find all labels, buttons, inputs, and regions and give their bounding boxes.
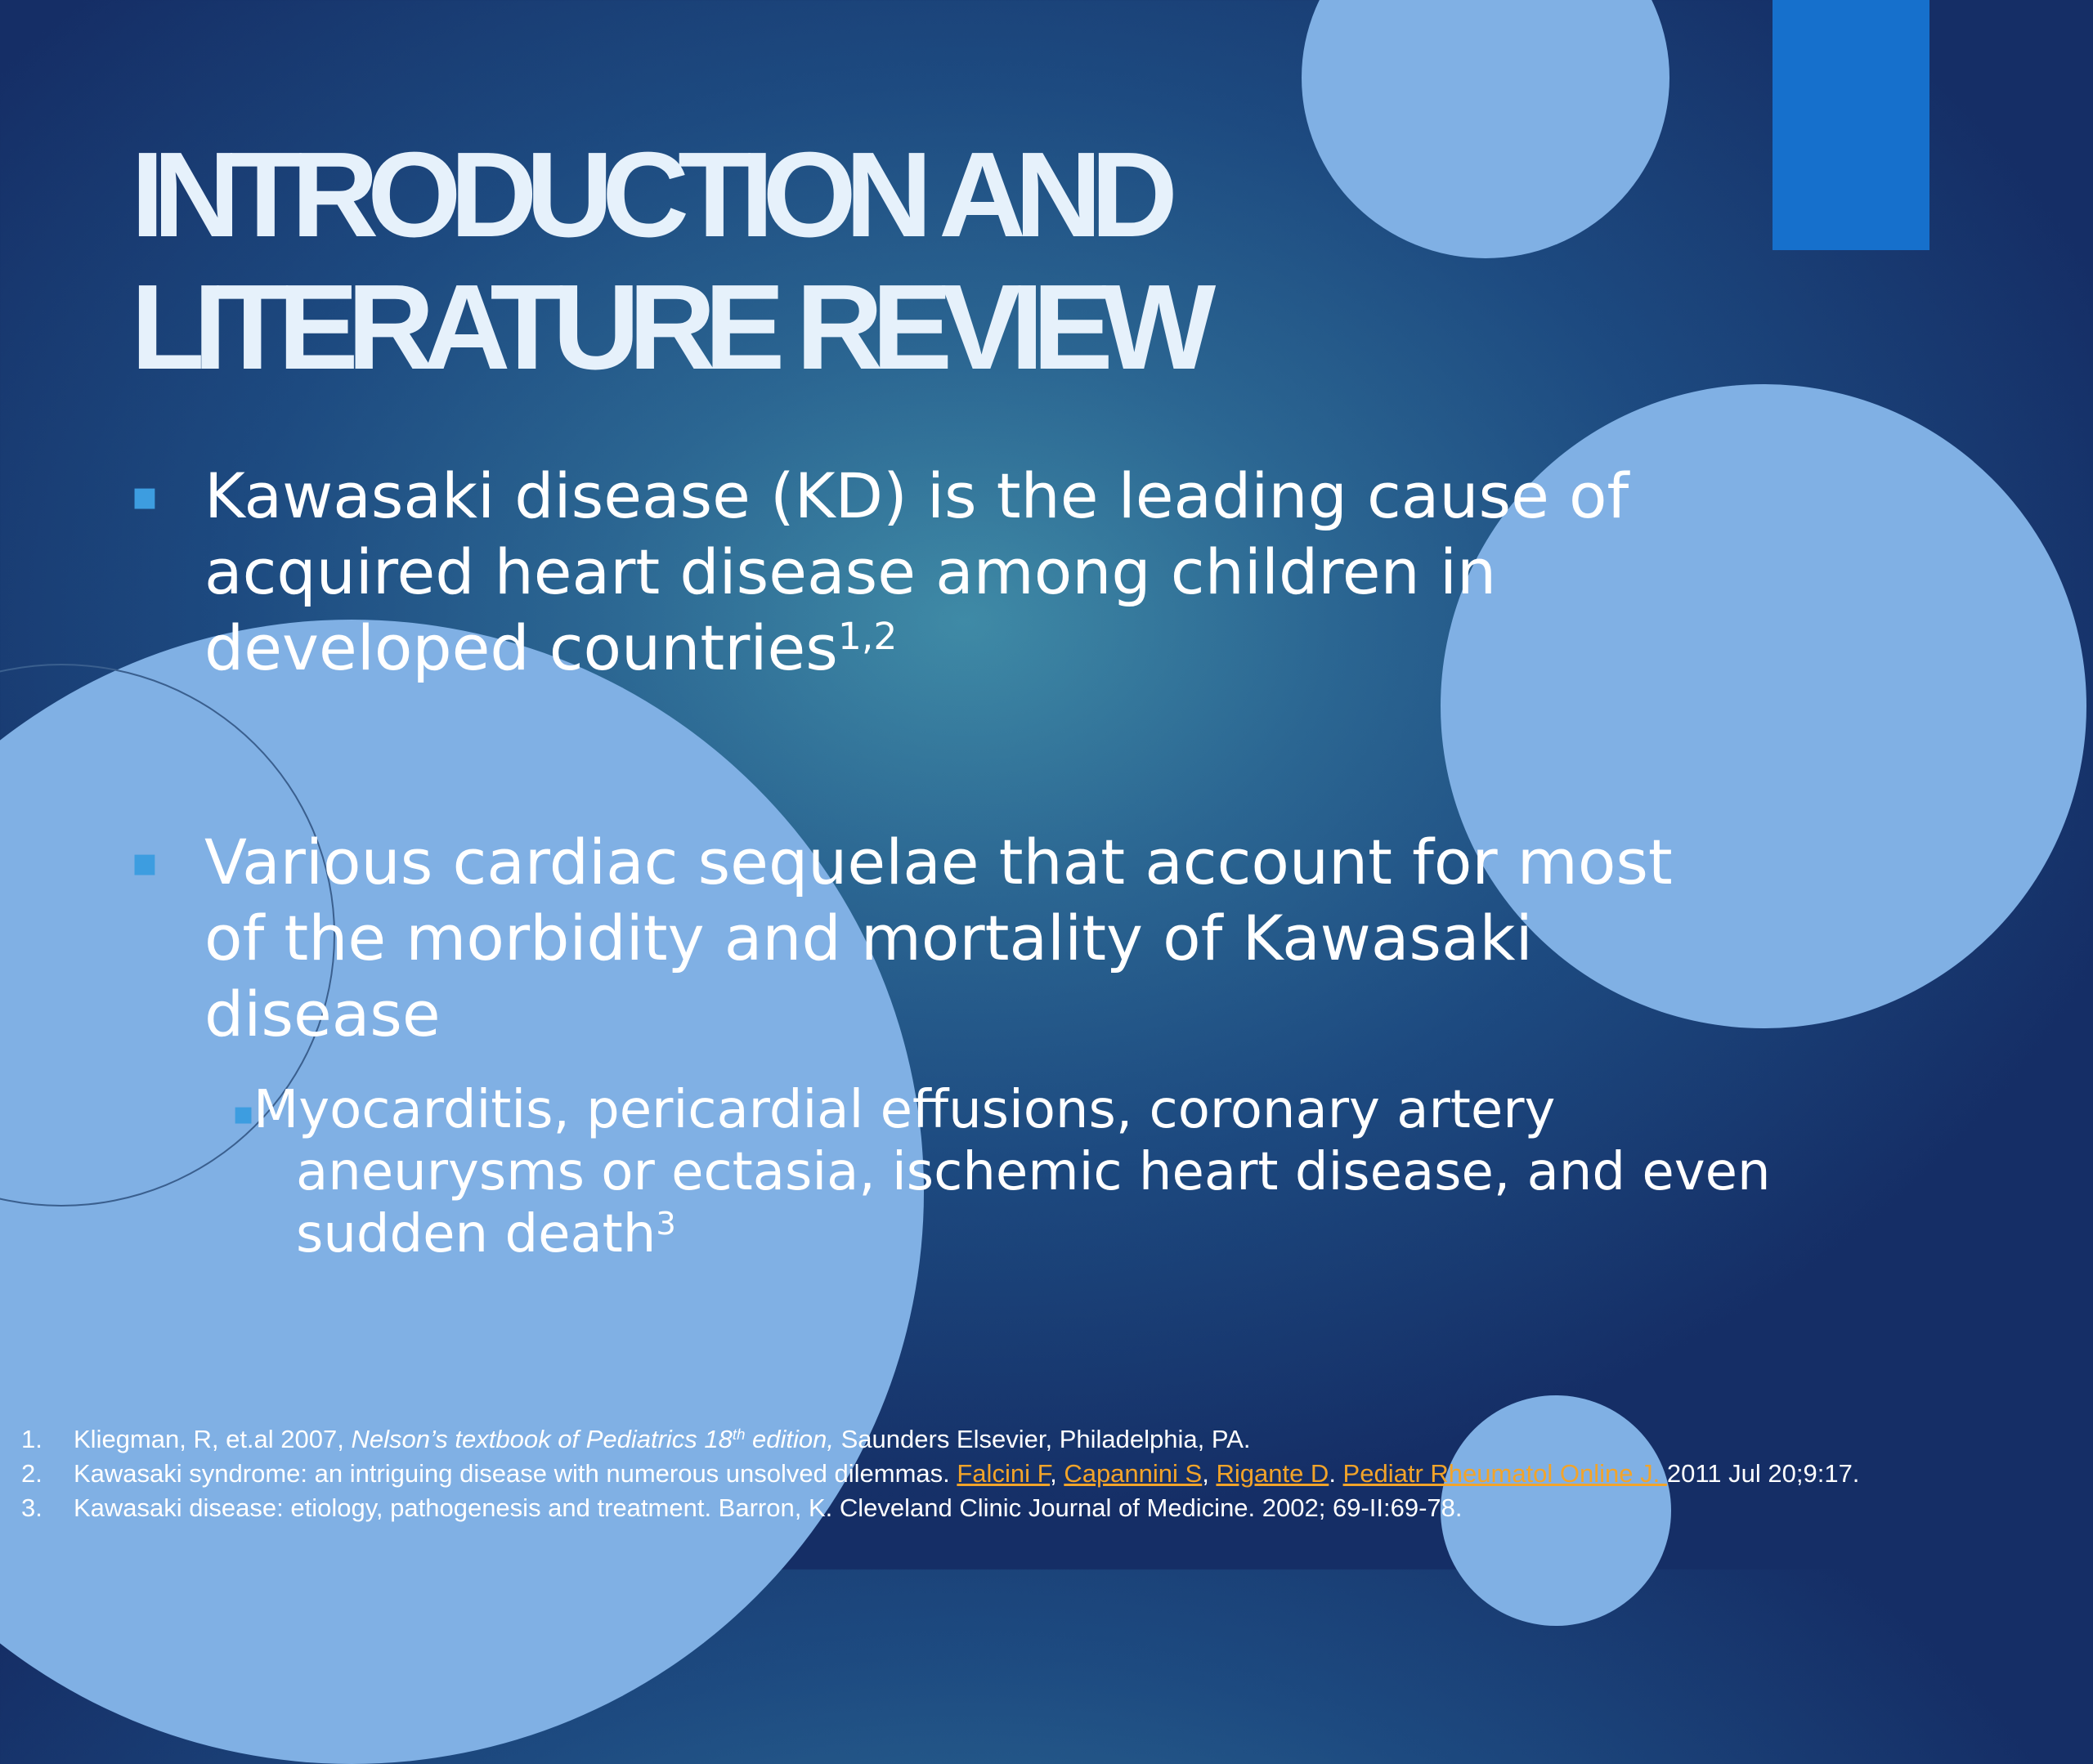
title-line-2: LITERATURE REVIEW [131,260,1205,395]
bullet-line: of the morbidity and mortality of Kawasaki [204,902,1533,974]
bullet-line: acquired heart disease among children in [204,535,1497,608]
journal-link[interactable]: Pediatr Rheumatol Online J. [1342,1459,1667,1488]
reference-number: 3. [21,1493,43,1522]
sub-bullet-myocarditis [232,1079,1889,1265]
author-link-capannini[interactable]: Capannini S [1064,1459,1203,1488]
reference-number: 2. [21,1459,43,1488]
bullet-line: disease [204,978,441,1050]
references-list [0,1422,2060,1525]
bullet-square-icon: ▪ [131,838,159,885]
bullet-line: Kawasaki disease (KD) is the leading cause of [204,459,1629,532]
reference-title [351,1425,834,1453]
reference-text: Saunders Elsevier, Philadelphia, PA. [834,1425,1251,1453]
reference-title-text: Nelson’s textbook of Pediatrics 18 [351,1425,733,1453]
bullet-text: developed countries [204,611,838,684]
reference-title-text: edition, [745,1425,834,1453]
accent-rectangle [1773,0,1929,250]
reference-text: 2011 Jul 20;9:17. [1666,1459,1860,1488]
bullet-cardiac-sequelae [131,824,1921,1052]
bullet-square-icon: ▪ [232,1095,255,1132]
citation-superscript: 1,2 [837,614,898,658]
reference-title-superscript: th [732,1425,746,1443]
citation-superscript: 3 [656,1205,676,1242]
bullet-line: Various cardiac sequelae that account for most [204,826,1673,898]
bullet-line: Myocarditis, pericardial effusions, coronary artery [253,1080,1556,1140]
bullet-kd-leading-cause [131,458,1840,686]
author-link-rigante[interactable]: Rigante D [1216,1459,1329,1488]
reference-text: Kawasaki disease: etiology, pathogenesis and treatment. Barron, K. Cleveland Clinic Journal of Medicine. 2002; 69-II:69-78. [74,1493,1463,1522]
bullet-line [253,1203,1889,1265]
reference-item [0,1491,2060,1525]
bullet-line: aneurysms or ectasia, ischemic heart disease, and even [296,1142,1771,1202]
reference-text: Kawasaki syndrome: an intriguing disease with numerous unsolved dilemmas. [74,1459,957,1488]
slide-title [131,129,1357,394]
bullet-text: sudden death [296,1204,657,1265]
reference-text: Kliegman, R, et.al 2007, [74,1425,352,1453]
author-link-falcini[interactable]: Falcini F [957,1459,1051,1488]
reference-item [0,1422,2060,1457]
title-line-1: INTRODUCTION AND [131,128,1167,262]
reference-number: 1. [21,1425,43,1453]
bullet-line [204,610,1840,686]
bullet-square-icon: ▪ [131,472,159,519]
reference-item: 2. Kawasaki syndrome: an intriguing disease with numerous unsolved dilemmas. Falcini F, Capannini S, Rigante D. Pediatr Rheumatol Online J. 2011 Jul 20;9:17. [0,1457,2060,1491]
